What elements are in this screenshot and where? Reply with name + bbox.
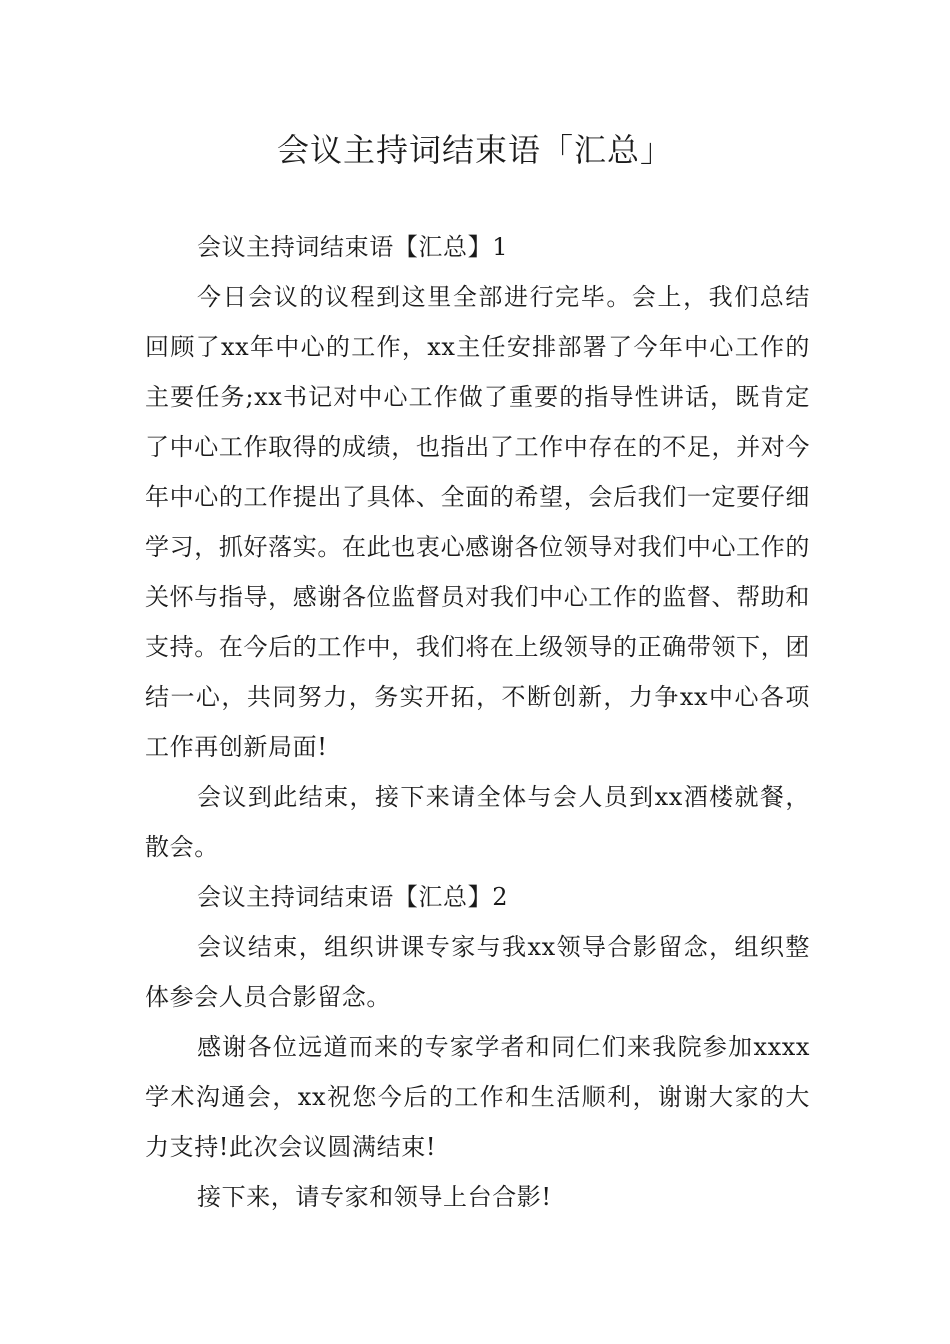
section-heading-2: 会议主持词结束语【汇总】2 — [197, 883, 509, 911]
document-title: 会议主持词结束语「汇总」 — [276, 131, 673, 169]
section-heading-1: 会议主持词结束语【汇总】1 — [197, 233, 509, 261]
paragraph-2: 会议到此结束，接下来请全体与会人员到xx酒楼就餐，散会。 — [145, 783, 810, 861]
paragraph-5: 接下来，请专家和领导上台合影! — [197, 1183, 552, 1211]
paragraph-4: 感谢各位远道而来的专家学者和同仁们来我院参加xxxx学术沟通会，xx祝您今后的工作和生活顺利，谢谢大家的大力支持!此次会议圆满结束! — [145, 1033, 810, 1161]
paragraph-3: 会议结束，组织讲课专家与我xx领导合影留念，组织整体参会人员合影留念。 — [145, 933, 810, 1011]
paragraph-1: 今日会议的议程到这里全部进行完毕。会上，我们总结回顾了xx年中心的工作，xx主任安排部署了今年中心工作的主要任务;xx书记对中心工作做了重要的指导性讲话，既肯定了中心工作取得的成绩，也指出了工作中存在的不足，并对今年中心的工作提出了具体、全面的希望，会后我们一定要仔细学习，抓好落实。在此也衷心感谢各位领导对我们中心工作的关怀与指导，感谢各位监督员对我们中心工作的监督、帮助和支持。在今后的工作中，我们将在上级领导的正确带领下，团结一心，共同努力，务实开拓，不断创新，力争xx中心各项工作再创新局面! — [145, 283, 810, 761]
document-body — [145, 222, 810, 1222]
